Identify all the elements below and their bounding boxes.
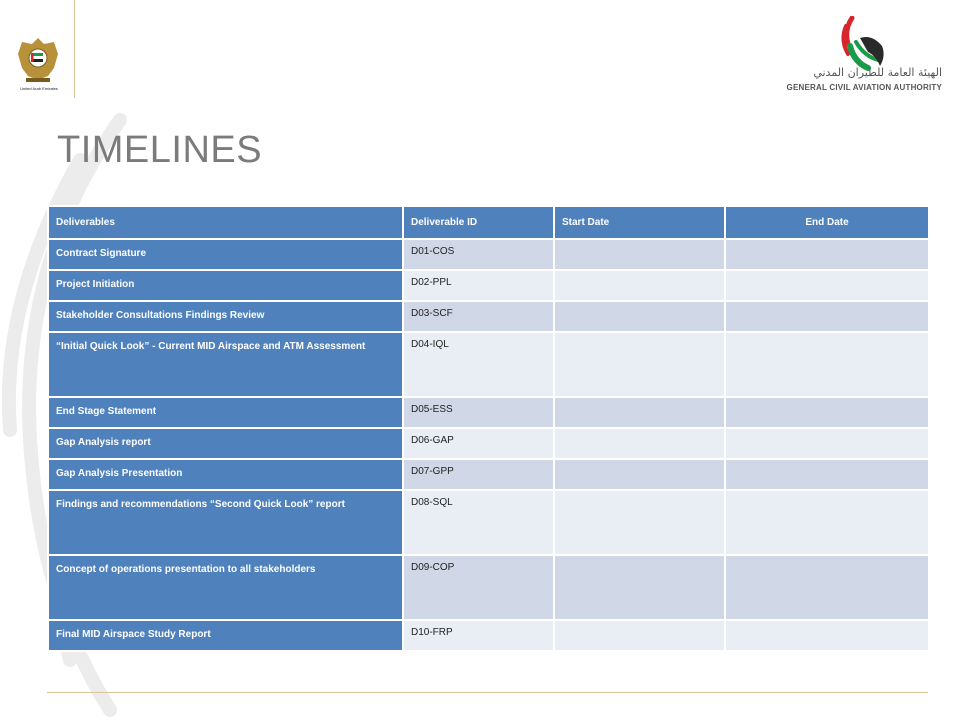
table-row	[48, 490, 929, 555]
column-header-deliverables: Deliverables	[48, 206, 403, 239]
table-row	[48, 397, 929, 428]
table-row	[48, 620, 929, 651]
deliverable-name: End Stage Statement	[48, 397, 403, 428]
deliverable-id: D10-FRP	[403, 620, 554, 651]
header-divider-line	[74, 0, 75, 98]
deliverable-name: Final MID Airspace Study Report	[48, 620, 403, 651]
start-date-cell	[554, 332, 725, 397]
deliverable-name: Gap Analysis Presentation	[48, 459, 403, 490]
table-row	[48, 555, 929, 620]
deliverables-table	[47, 205, 930, 652]
deliverable-name: Gap Analysis report	[48, 428, 403, 459]
end-date-cell	[725, 555, 929, 620]
deliverable-id: D03-SCF	[403, 301, 554, 332]
end-date-cell	[725, 397, 929, 428]
deliverable-name: Concept of operations presentation to all stakeholders	[48, 555, 403, 620]
table-row	[48, 239, 929, 270]
start-date-cell	[554, 620, 725, 651]
gcaa-english-name: GENERAL CIVIL AVIATION AUTHORITY	[786, 83, 942, 92]
start-date-cell	[554, 239, 725, 270]
table-row	[48, 270, 929, 301]
table-row	[48, 301, 929, 332]
deliverable-id: D06-GAP	[403, 428, 554, 459]
deliverable-name: Contract Signature	[48, 239, 403, 270]
start-date-cell	[554, 397, 725, 428]
deliverable-id: D08-SQL	[403, 490, 554, 555]
column-header-start-date: Start Date	[554, 206, 725, 239]
table-header-row	[48, 206, 929, 239]
table-row	[48, 428, 929, 459]
deliverable-id: D02-PPL	[403, 270, 554, 301]
deliverable-id: D07-GPP	[403, 459, 554, 490]
end-date-cell	[725, 459, 929, 490]
start-date-cell	[554, 301, 725, 332]
deliverable-id: D05-ESS	[403, 397, 554, 428]
deliverable-id: D09-COP	[403, 555, 554, 620]
deliverable-name: Findings and recommendations “Second Quick Look” report	[48, 490, 403, 555]
end-date-cell	[725, 239, 929, 270]
start-date-cell	[554, 270, 725, 301]
deliverable-id: D04-IQL	[403, 332, 554, 397]
end-date-cell	[725, 490, 929, 555]
column-header-end-date: End Date	[725, 206, 929, 239]
deliverable-id: D01-COS	[403, 239, 554, 270]
deliverable-name: Stakeholder Consultations Findings Review	[48, 301, 403, 332]
end-date-cell	[725, 332, 929, 397]
page-title: TIMELINES	[57, 129, 263, 171]
start-date-cell	[554, 459, 725, 490]
end-date-cell	[725, 620, 929, 651]
end-date-cell	[725, 270, 929, 301]
table-row	[48, 332, 929, 397]
end-date-cell	[725, 301, 929, 332]
start-date-cell	[554, 490, 725, 555]
emblem-caption: United Arab Emirates	[20, 86, 58, 91]
deliverable-name: “Initial Quick Look” - Current MID Airspace and ATM Assessment	[48, 332, 403, 397]
table-row	[48, 459, 929, 490]
end-date-cell	[725, 428, 929, 459]
footer-divider-line	[47, 692, 928, 693]
start-date-cell	[554, 555, 725, 620]
deliverable-name: Project Initiation	[48, 270, 403, 301]
column-header-deliverable-id: Deliverable ID	[403, 206, 554, 239]
gcaa-arabic-name: الهيئة العامة للطيران المدني	[813, 66, 942, 79]
start-date-cell	[554, 428, 725, 459]
